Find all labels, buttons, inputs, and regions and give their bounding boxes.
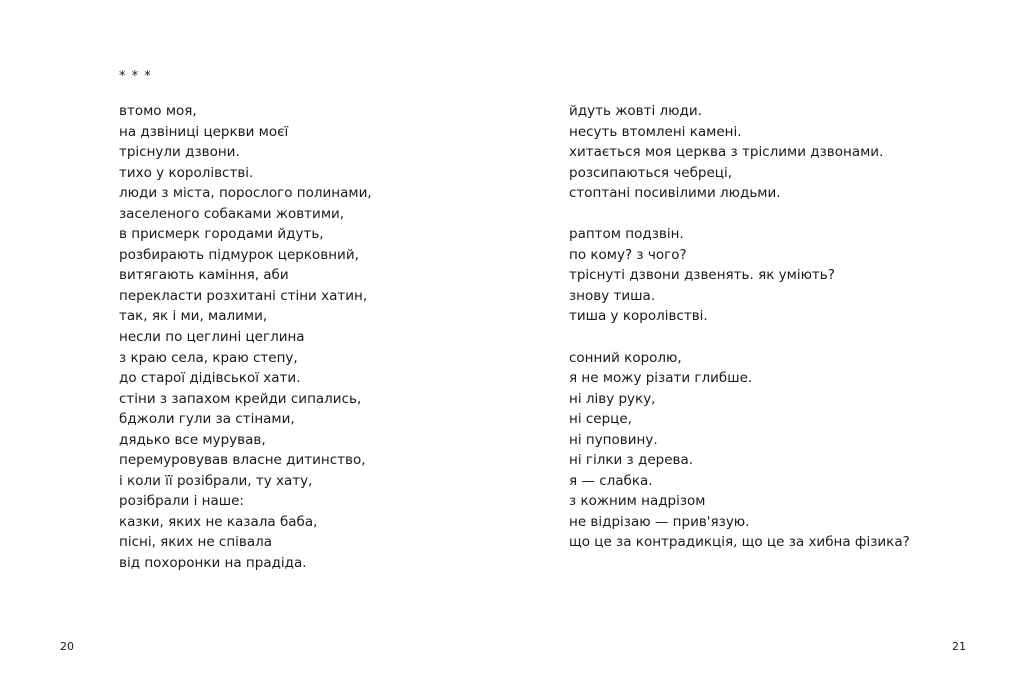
poem-line: ні ліву руку, xyxy=(569,390,656,407)
poem-line: несли по цеглині цеглина xyxy=(119,329,305,346)
poem-line: люди з міста, порослого полинами, xyxy=(119,185,372,202)
poem-line: дядько все мурував, xyxy=(119,431,266,448)
poem-line: сонний королю, xyxy=(569,349,682,366)
poem-line: я — слабка. xyxy=(569,472,653,489)
poem-line: ні пуповину. xyxy=(569,431,658,448)
poem-line: на дзвіниці церкви моєї xyxy=(119,123,289,140)
poem-line: з краю села, краю степу, xyxy=(119,349,298,366)
poem-line: тріснули дзвони. xyxy=(119,144,240,161)
poem-line: до старої дідівської хати. xyxy=(119,370,301,387)
poem-line: стіни з запахом крейди сипались, xyxy=(119,390,362,407)
poem-line: пісні, яких не співала xyxy=(119,534,273,551)
poem-line: казки, яких не казала баба, xyxy=(119,513,318,530)
right-page-poem xyxy=(569,101,910,553)
poem-line: знову тиша. xyxy=(569,287,656,304)
poem-line: несуть втомлені камені. xyxy=(569,123,742,140)
poem-line: так, як і ми, малими, xyxy=(119,308,268,325)
poem-line: тріснуті дзвони дзвенять. як уміють? xyxy=(569,267,835,284)
poem-line: я не можу різати глибше. xyxy=(569,370,753,387)
poem-line: хитається моя церква з тріслими дзвонами. xyxy=(569,144,884,161)
poem-line: витягають каміння, аби xyxy=(119,267,289,284)
stanza-break xyxy=(569,327,910,348)
poem-line: заселеного собаками жовтими, xyxy=(119,205,345,222)
poem-line: що це за контрадикція, що це за хибна фізика? xyxy=(569,534,910,551)
poem-line: ні гілки з дерева. xyxy=(569,452,694,469)
poem-line: ні серце, xyxy=(569,411,632,428)
poem-line: і коли її розібрали, ту хату, xyxy=(119,472,313,489)
poem-line: перемуровував власне дитинство, xyxy=(119,452,366,469)
poem-line: не відрізаю — прив'язую. xyxy=(569,513,750,530)
poem-line: йдуть жовті люди. xyxy=(569,103,702,119)
poem-line: тихо у королівстві. xyxy=(119,164,254,181)
right-page-number: 21 xyxy=(952,640,966,653)
poem-line: від похоронки на прадіда. xyxy=(119,555,307,572)
poem-line: перекласти розхитані стіни хатин, xyxy=(119,287,368,304)
poem-line: стоптані посивілими людьми. xyxy=(569,185,781,202)
poem-line: раптом подзвін. xyxy=(569,226,684,243)
left-page-number: 20 xyxy=(60,640,74,653)
poem-line: по кому? з чого? xyxy=(569,246,687,263)
poem-line: тиша у королівстві. xyxy=(569,308,708,325)
stanza-break xyxy=(569,204,910,225)
left-page-poem xyxy=(119,101,372,574)
poem-line: розбирають підмурок церковний, xyxy=(119,246,359,263)
section-separator: * * * xyxy=(119,69,152,84)
poem-line: розібрали і наше: xyxy=(119,493,244,510)
poem-line: розсипаються чебреці, xyxy=(569,164,733,181)
poem-line: бджоли гули за стінами, xyxy=(119,411,295,428)
poem-line: з кожним надрізом xyxy=(569,493,706,510)
poem-line: в присмерк городами йдуть, xyxy=(119,226,324,243)
poem-line: втомо моя, xyxy=(119,103,197,119)
